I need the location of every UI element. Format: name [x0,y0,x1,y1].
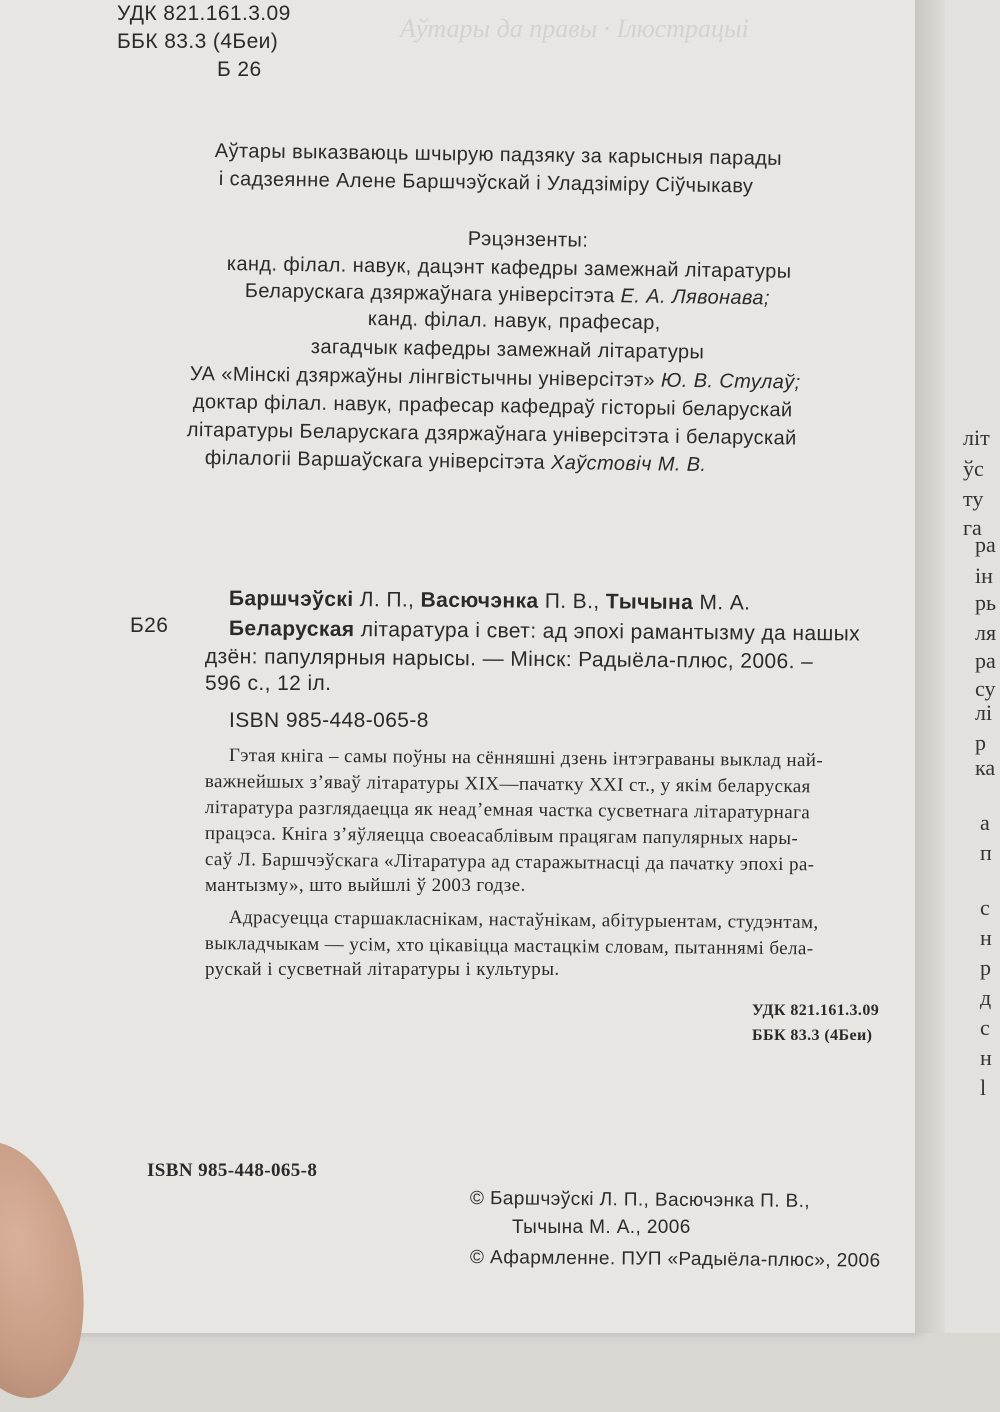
next-page-fragment: р [980,955,991,980]
copyright-line: Тычына М. А., 2006 [512,1217,691,1238]
card-title-line-2: дзён: папулярныя нарысы. — Мінск: Радыёла-плюс, 2006. – [204,645,814,674]
copyright-line: © Афармленне. ПУП «Радыёла-плюс», 2006 [469,1247,881,1272]
annotation-line: Гэтая кніга – самы поўны на сённяшні дзень інтэграваны выклад най- [228,745,824,772]
reviewer-line: канд. філал. навук, дацэнт кафедры замежнай літаратуры [226,253,792,283]
next-page-fragment: ра [975,532,996,557]
reviewer-line: доктар філал. навук, прафесар кафедраў гісторыі беларускай [192,391,793,422]
next-page-fragment: д [980,985,992,1010]
annotation-line: літаратура разглядаецца як неад’емная частка сусветнага літаратурнага [204,797,811,824]
next-page-fragment: лі [975,700,993,725]
next-page-fragment: с [980,1015,990,1040]
next-page-fragment: рь [975,590,997,615]
bbk-code: ББК 83.3 (4Беи) [117,30,279,53]
reviewer-line: філалогіі Варшаўскага універсітэта Хаўстовіч М. В. [204,447,707,477]
next-page-fragment: літ [963,425,990,450]
annotation-line: саў Л. Баршчэўскага «Літаратура ад старажытнасці да пачатку эпохі ра- [204,849,815,876]
card-bbk: ББК 83.3 (4Беи) [752,1027,873,1044]
finger-thumb [0,1128,105,1411]
next-page-fragment: п [980,840,992,865]
next-page-fragment: ка [975,755,996,780]
reviewers-heading: Рэцэнзенты: [467,228,589,252]
next-page-fragment: н [980,1045,992,1070]
next-page-fragment: н [980,925,992,950]
next-page-fragment: ўс [963,456,984,481]
card-udk: УДК 821.161.3.09 [752,1002,880,1019]
annotation-line: мантызму», што выйшлі ў 2003 годзе. [205,875,526,896]
reviewer-line: загадчык кафедры замежнай літаратуры [310,336,705,364]
page-edge [915,0,945,1333]
card-title-line-1: Беларуская літаратура і свет: ад эпохі рамантызму да нашых [228,617,861,646]
bottom-isbn: ISBN 985-448-065-8 [147,1160,318,1181]
next-page-fragment: га [963,515,982,540]
next-page-fragment: р [975,730,986,755]
reviewer-line: літаратуры Беларускага дзяржаўнага універсітэта і беларускай [186,419,797,450]
udk-code: УДК 821.161.3.09 [117,2,291,25]
next-page-fragment: l [980,1075,987,1100]
reviewer-line: канд. філал. навук, прафесар, [367,308,661,335]
next-page-fragment: ля [975,620,997,645]
author-mark: Б 26 [217,58,262,81]
annotation-line: рускай і сусветнай літаратуры і культуры. [205,959,560,980]
copyright-line: © Баршчэўскі Л. П., Васючэнка П. В., [469,1188,811,1212]
next-page-fragment: а [980,810,990,835]
show-through-text: Аўтары да правы · Ілюстрацыі [400,14,749,43]
annotation-line: Адрасуецца старшакласнікам, настаўнікам, абітурыентам, студэнтам, [228,907,819,934]
next-page-fragment: ра [975,648,996,673]
card-authors: Баршчэўскі Л. П., Васючэнка П. В., Тычына М. А. [228,587,751,615]
next-page-fragment: ін [975,563,993,588]
annotation-line: працэса. Кніга з’яўляецца своеасаблівым працягам папулярных нары- [204,823,799,850]
next-page-fragment: су [975,676,996,701]
reviewer-line: УА «Мінскі дзяржаўны лінгвістычны універсітэт» Ю. В. Стулаў; [189,363,801,394]
reviewer-line: Беларускага дзяржаўнага універсітэта Е. А. Лявонава; [244,280,771,310]
next-page-fragment: ту [963,486,984,511]
acknowledgement-line-2: і садзеянне Алене Баршчэўскай і Уладзіміру Сіўчыкаву [218,168,754,198]
card-index: Б26 [130,614,169,637]
card-isbn: ISBN 985-448-065-8 [229,709,429,732]
card-title-line-3: 596 с., 12 іл. [205,672,332,695]
next-page-fragment: с [980,895,990,920]
annotation-line: выкладчыкам — усім, хто цікавіцца мастацкім словам, пытаннямі бела- [204,933,814,960]
annotation-line: важнейшых з’яваў літаратуры ХІХ—пачатку ХХІ ст., у якім беларуская [204,771,811,798]
acknowledgement-line-1: Аўтары выказваюць шчырую падзяку за карысныя парады [214,140,783,170]
